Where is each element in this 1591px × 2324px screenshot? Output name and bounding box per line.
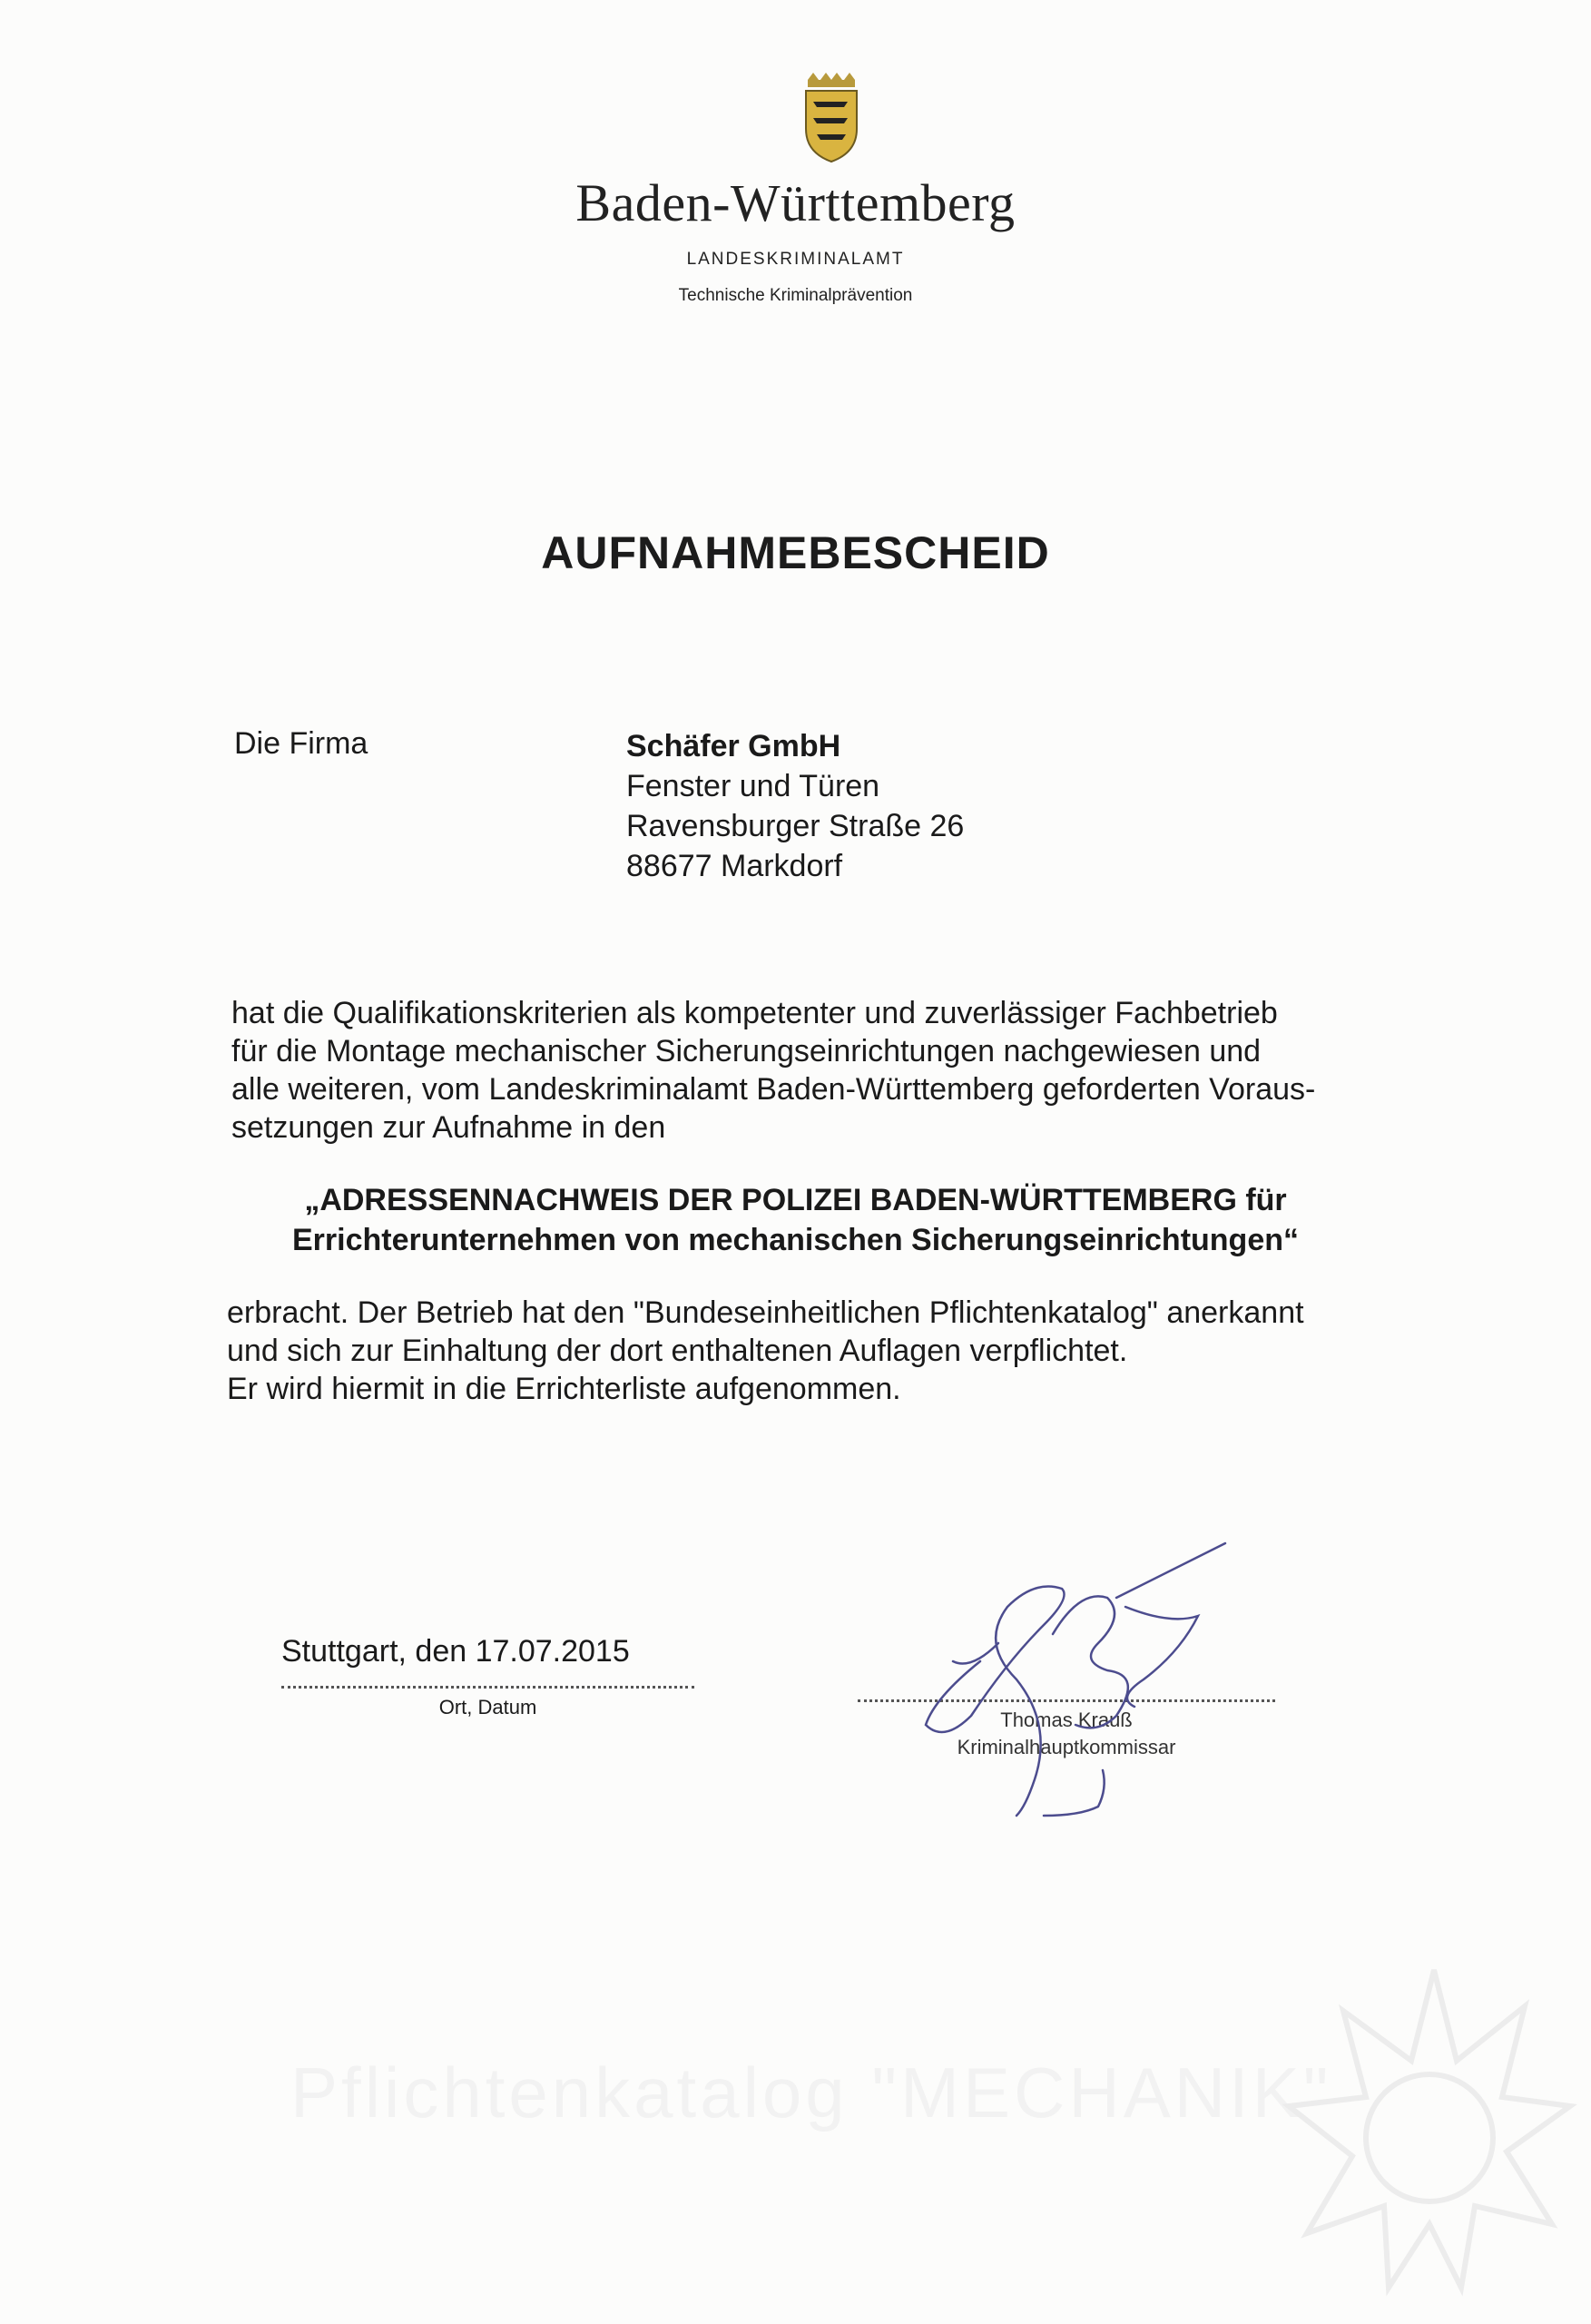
- firm-address-line: Ravensburger Straße 26: [626, 809, 965, 843]
- agency-name: LANDESKRIMINALAMT: [686, 250, 905, 269]
- body-line: setzungen zur Aufnahme in den: [231, 1110, 666, 1145]
- body-paragraph-1: [231, 994, 1429, 1147]
- signatory-name: Thomas Krauß: [1000, 1709, 1133, 1731]
- place-date-line: [281, 1686, 694, 1689]
- firm-address-line: Fenster und Türen: [626, 769, 880, 803]
- firm-label: Die Firma: [234, 726, 368, 761]
- firm-address: [626, 726, 964, 886]
- register-name-line: „ADRESSENNACHWEIS DER POLIZEI BADEN-WÜRTTEMBERG für: [304, 1183, 1287, 1217]
- body-line: für die Montage mechanischer Sicherungseinrichtungen nachgewiesen und: [231, 1034, 1262, 1068]
- police-star-watermark-icon: [1280, 1961, 1579, 2306]
- body-line: erbracht. Der Betrieb hat den "Bundeseinheitlichen Pflichtenkatalog" anerkannt: [227, 1295, 1304, 1330]
- signatory-role: Kriminalhauptkommissar: [957, 1736, 1176, 1758]
- state-name: Baden-Württemberg: [575, 173, 1016, 232]
- watermark-text: Pflichtenkatalog "MECHANIK": [290, 2053, 1332, 2132]
- register-name: [0, 1180, 1591, 1260]
- document-title: AUFNAHMEBESCHEID: [541, 527, 1050, 578]
- handwritten-signature: [899, 1516, 1280, 1825]
- body-paragraph-2: [227, 1294, 1425, 1408]
- department-name: Technische Kriminalprävention: [678, 286, 913, 305]
- firm-address-line: 88677 Markdorf: [626, 849, 843, 883]
- register-name-line: Errichterunternehmen von mechanischen Sicherungseinrichtungen“: [291, 1223, 1300, 1257]
- firm-name: Schäfer GmbH: [626, 729, 841, 763]
- body-line: und sich zur Einhaltung der dort enthaltenen Auflagen verpflichtet.: [227, 1334, 1128, 1368]
- place-date-caption: Ort, Datum: [438, 1696, 537, 1718]
- body-line: alle weiteren, vom Landeskriminalamt Baden-Württemberg geforderten Voraus-: [231, 1072, 1316, 1107]
- place-date: Stuttgart, den 17.07.2015: [281, 1634, 630, 1669]
- coat-of-arms-icon: [799, 73, 864, 163]
- body-line: Er wird hiermit in die Errichterliste aufgenommen.: [227, 1372, 901, 1406]
- body-line: hat die Qualifikationskriterien als kompetenter und zuverlässiger Fachbetrieb: [231, 996, 1278, 1030]
